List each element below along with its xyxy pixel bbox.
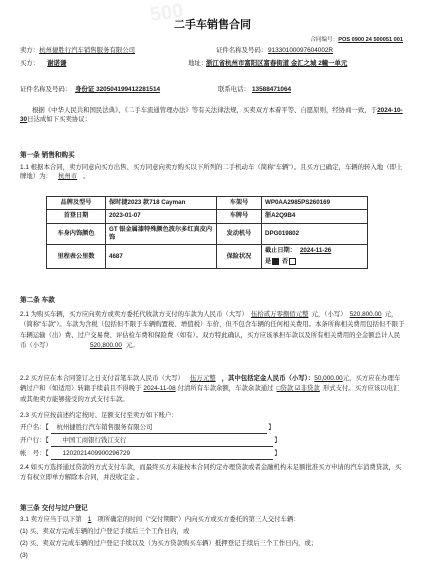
seller-cert: 91330100097604002R <box>268 47 334 54</box>
address-label: 地址： <box>188 60 208 67</box>
mileage-label: 里程表公里数 <box>47 245 106 269</box>
insurance-exp-label: 截止日期： <box>265 247 296 255</box>
table-row <box>47 197 368 210</box>
insurance-value <box>262 245 368 269</box>
article-3-1-option-1: (1) 买、卖双方完成车辆的过户登记手续后三个工作日内，或 <box>20 528 190 535</box>
insurance-label: 保险状况 <box>217 245 262 269</box>
buyer-cert-row <box>20 86 405 95</box>
vehicle-table <box>46 196 368 269</box>
buyer-row <box>20 60 405 69</box>
article-2-2-text-b: ，其中包括定金人民币（小写）： <box>221 375 315 382</box>
article-3-1-option-2: (2) 买、卖双方完成车辆的过户登记手续以及（为买方贷款购买车辆）抵押登记手续后三个工作日内，或； <box>20 540 318 547</box>
account-name-label: 开户名： <box>20 424 46 431</box>
article-2-2-text-c: 元，买方应在办理车辆过户和（如适用）转籍手续前且不得晚于 <box>20 375 401 393</box>
article-2-1-text-d: 元。 <box>125 341 139 349</box>
article-2-1 <box>20 310 405 351</box>
preamble-text: 根据《中华人民共和国民法典》、《二手车流通管理办法》等有关法律法规，买卖双方本着平等、自愿原则，经协商一致，于 <box>32 107 378 114</box>
insurance-opt-no-label: 否 <box>281 257 289 265</box>
seller-name: 杭州捷胜行汽车销售服务有限公司 <box>39 47 136 54</box>
insurance-opt-yes-label: 是 <box>265 257 272 265</box>
address-value: 浙江省杭州市富阳区富春街道 金汇之城 2幢一单元 <box>206 60 348 67</box>
phone-label: 联系电话： <box>218 86 250 93</box>
table-row <box>47 245 368 269</box>
phone-value: 13588471064 <box>252 86 292 93</box>
insurance-yes-checkbox[interactable] <box>272 258 279 265</box>
watermark: 500 <box>148 0 185 27</box>
insurance-exp: 2024-11-26 <box>299 247 332 255</box>
article-2-2-text-d: 付清所有车款余额，车款余款通过 <box>177 385 274 393</box>
article-1-heading: 第一条 销售和购买 <box>20 152 75 159</box>
buyer-name: 谢诺谦 <box>47 60 67 67</box>
transfer-city: 杭州市 <box>57 172 78 180</box>
account-bank-row: 开户行：【 中国工商银行钱江支行 】 <box>20 437 281 447</box>
deposit-lower: 50,000.00 <box>314 375 343 382</box>
plate-label: 车牌号 <box>217 210 262 223</box>
seller-row <box>20 47 405 56</box>
article-1-1: 1.1 根据本合同，卖方同意向买方出售、买方同意向卖方购买以下所列的二手机动车（简称“车辆”）。且买方已确定，车辆的转入地（即上牌地）为： 杭州市 。 <box>20 164 403 180</box>
article-2-1-text-c: 元，（简称“车款”）。车款为含税（包括但不限于车辆购置税、增值税）车价，但不包含车辆的任何相关费用。本条所称相关费用包括但不限于车辆运输（出）费、过户交易费、评估检车费和保险费（如有）。双方特此确认，买方应该承担车款以及所有相关费用的全金额总计人民币（小写） <box>20 311 405 349</box>
article-3-1-option-3: (3) <box>20 552 28 559</box>
mileage-value: 4687 <box>106 245 217 269</box>
brand-label: 品牌及型号 <box>47 197 106 210</box>
payment-method: □贷款 ☑非贷款 <box>276 385 320 393</box>
article-2-1-text-a: 2.1 为购买车辆，买方应向卖方或卖方委托代收款方支付的车款为人民币（大写） <box>20 311 248 318</box>
table-row <box>47 210 368 223</box>
article-2-2-text-e: 形式支付。买方应该以电汇或其他卖方能够接受的方式支付车款。 <box>20 385 400 403</box>
seller-label: 卖方： <box>20 47 40 54</box>
article-2-2-text-a: 2.2 买方应在本合同签订之日支付首笔车款人民币（大写） <box>20 375 185 382</box>
article-2-heading: 第二条 车款 <box>20 297 55 304</box>
seller-cert-label: 证件名称及号码： <box>216 47 268 54</box>
vin-label: 车架号 <box>217 197 262 210</box>
account-number-label: 帐 号： <box>20 450 46 457</box>
engine-value: DPG019802 <box>262 223 368 245</box>
contract-number-value: POS 0900 24 500051 001 <box>338 37 403 43</box>
color-label: 车身内饰颜色 <box>47 223 106 245</box>
article-3-1 <box>20 516 405 525</box>
account-number-row: 帐 号：【 1202021409900296729 】 <box>20 450 281 460</box>
first-reg-label: 首登日期 <box>47 210 106 223</box>
first-reg-value: 2023-01-07 <box>106 210 217 223</box>
delivery-option: 1 <box>87 516 92 523</box>
preamble <box>20 107 405 124</box>
article-2-4: 2.4 如买方选择通过贷款的方式支付车款，而最终买方未能按本合同约定办理贷款或者金融机构未足额批准买方申请的汽车消费贷款，买方有权立即单方解除本合同，并没收定金 。 <box>20 464 402 482</box>
contract-number <box>310 37 403 45</box>
total-amount: 520,800.00 <box>89 341 122 349</box>
article-3-1-text-a: 3.1 卖方应当于以下第 <box>20 516 82 523</box>
preamble-text-end: 日达成如下买卖协议： <box>27 115 92 123</box>
engine-label: 发动机号 <box>217 223 262 245</box>
article-2-2 <box>20 374 405 405</box>
article-1-1-text: 1.1 根据本合同，卖方同意向买方出售、买方同意向卖方购买以下所列的二手机动车（简称“车辆”）。且买方已确定，车辆的转入地（即上牌地）为： <box>20 164 403 180</box>
price-upper: 伍拾贰万零捌佰元整 <box>250 311 309 318</box>
vin-value: WP0AA2985PS260169 <box>262 197 368 210</box>
account-name: 杭州捷胜行汽车销售服务有限公司 <box>51 424 267 434</box>
article-3-heading: 第三条 交付与过户登记 <box>20 505 88 512</box>
account-name-row: 开户名：【 杭州捷胜行汽车销售服务有限公司 】 <box>20 424 275 434</box>
insurance-no-checkbox[interactable] <box>289 258 296 265</box>
article-2-3: 2.3 买方应按前述约定按时、足额支付至卖方如下账户： <box>20 412 178 419</box>
brand-value: 保时捷2023 款718 Cayman <box>106 197 217 210</box>
contract-number-label: 合同编号： <box>310 37 339 43</box>
account-bank-label: 开户行： <box>20 437 46 444</box>
deposit-upper: 伍万元整 <box>190 375 216 382</box>
contract-title: 二手车销售合同 <box>174 19 251 31</box>
plate-value: 浙A2Q9B4 <box>262 210 368 223</box>
agreement-date: 2024-10-30 <box>20 107 403 123</box>
buyer-label: 买方： <box>20 60 40 67</box>
buyer-cert: 身份证 320504199412281514 <box>75 86 161 93</box>
payment-deadline: 2024-11-08 <box>143 385 176 393</box>
account-number: 1202021409900296729 <box>51 450 273 460</box>
article-3-1-text-b: 项所确定的时间（“交付期限”）内向买方或买方委托的第三人交付车辆： <box>97 516 300 523</box>
table-row <box>47 223 368 245</box>
color-value: GT 银金属漆特殊颜色波尔多红真皮内饰 <box>106 223 217 245</box>
article-2-1-text-b: 元，（小写） <box>311 311 347 318</box>
buyer-cert-label: 证件名称及号码： <box>20 86 72 93</box>
price-lower: 520,800.00 <box>349 311 382 318</box>
account-bank: 中国工商银行钱江支行 <box>51 437 273 447</box>
